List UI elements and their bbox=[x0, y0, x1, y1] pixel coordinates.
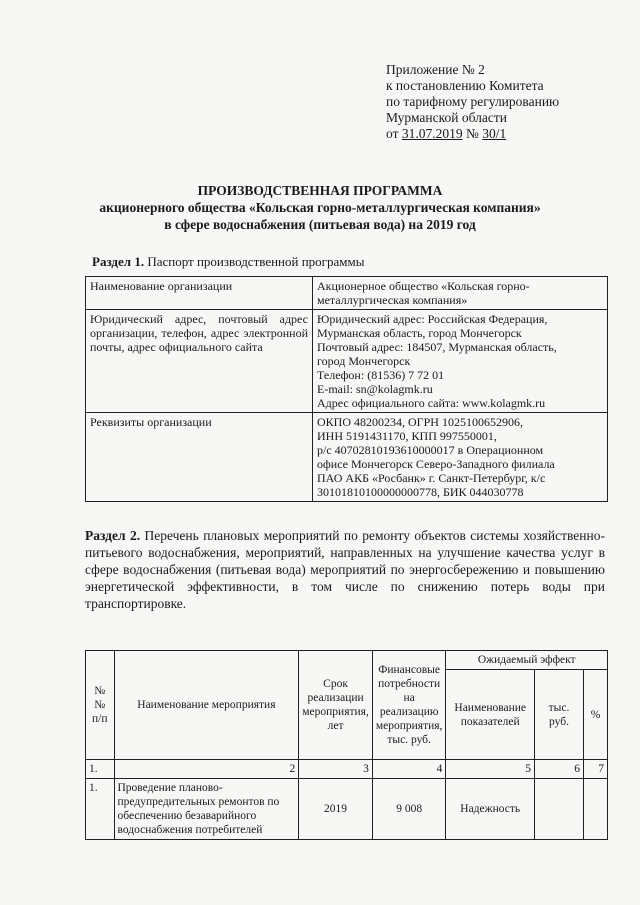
section-2-label: Раздел 2. bbox=[85, 528, 141, 543]
address-label: Юридический адрес, почтовый адрес организации, телефон, адрес электронной почты, адрес официального сайта bbox=[86, 310, 313, 413]
appendix-line-3: по тарифному регулированию bbox=[386, 94, 560, 109]
col-header-indicator: Наименование показателей bbox=[446, 670, 535, 760]
row-term: 2019 bbox=[299, 779, 373, 840]
index-cell: 6 bbox=[535, 760, 584, 779]
requisites-line: ИНН 5191431170, КПП 997550001, bbox=[317, 429, 497, 443]
address-line: E-mail: sn@kolagmk.ru bbox=[317, 382, 433, 396]
requisites-line: ПАО АКБ «Росбанк» г. Санкт-Петербург, к/с bbox=[317, 471, 546, 485]
document-title bbox=[60, 182, 580, 233]
index-cell: 2 bbox=[114, 760, 299, 779]
col-header-name: Наименование мероприятия bbox=[114, 651, 299, 760]
table-row bbox=[86, 779, 608, 840]
col-header-effect: Ожидаемый эффект bbox=[446, 651, 608, 670]
appendix-line-1: Приложение № 2 bbox=[386, 62, 485, 77]
appendix-block bbox=[386, 62, 559, 142]
col-header-finance: Финансовые потребности на реализацию мероприятия, тыс. руб. bbox=[372, 651, 446, 760]
passport-table bbox=[85, 276, 608, 502]
appendix-date-line bbox=[386, 126, 559, 142]
requisites-label: Реквизиты организации bbox=[86, 413, 313, 502]
title-line-2: акционерного общества «Кольская горно-металлургическая компания» bbox=[99, 200, 541, 215]
table-index-row bbox=[86, 760, 608, 779]
section-1-heading bbox=[92, 254, 364, 270]
requisites-line: р/с 40702810193610000017 в Операционном bbox=[317, 443, 544, 457]
address-line: Юридический адрес: Российская Федерация, bbox=[317, 312, 548, 326]
appendix-number-sign: № bbox=[462, 126, 483, 141]
index-cell: 4 bbox=[372, 760, 446, 779]
index-cell: 5 bbox=[446, 760, 535, 779]
row-name: Проведение планово-предупредительных ремонтов по обеспечению безаварийного водоснабжения потребителей bbox=[114, 779, 299, 840]
org-name-line: металлургическая компания» bbox=[317, 293, 468, 307]
requisites-value bbox=[313, 413, 608, 502]
row-finance: 9 008 bbox=[372, 779, 446, 840]
appendix-line-2: к постановлению Комитета bbox=[386, 78, 544, 93]
row-indicator: Надежность bbox=[446, 779, 535, 840]
col-header-num: №№ п/п bbox=[86, 651, 115, 760]
title-line-3: в сфере водоснабжения (питьевая вода) на 2019 год bbox=[164, 217, 476, 232]
table-row bbox=[86, 277, 608, 310]
table-row bbox=[86, 310, 608, 413]
address-line: Адрес официального сайта: www.kolagmk.ru bbox=[317, 396, 546, 410]
index-cell: 1. bbox=[86, 760, 115, 779]
address-line: Мурманская область, город Мончегорск bbox=[317, 326, 522, 340]
col-header-percent: % bbox=[584, 670, 608, 760]
appendix-date-prefix: от bbox=[386, 126, 402, 141]
org-name-line: Акционерное общество «Кольская горно- bbox=[317, 279, 530, 293]
org-name-value bbox=[313, 277, 608, 310]
section-1-label: Раздел 1. bbox=[92, 254, 145, 269]
requisites-line: 30101810100000000778, БИК 044030778 bbox=[317, 485, 524, 499]
section-1-text: Паспорт производственной программы bbox=[144, 254, 365, 269]
index-cell: 7 bbox=[584, 760, 608, 779]
row-thousand bbox=[535, 779, 584, 840]
plan-table bbox=[85, 650, 608, 840]
col-header-term: Срок реализации мероприятия, лет bbox=[299, 651, 373, 760]
requisites-line: ОКПО 48200234, ОГРН 1025100652906, bbox=[317, 415, 523, 429]
table-header-row bbox=[86, 651, 608, 670]
address-line: Почтовый адрес: 184507, Мурманская область, bbox=[317, 340, 557, 354]
org-name-label: Наименование организации bbox=[86, 277, 313, 310]
index-cell: 3 bbox=[299, 760, 373, 779]
title-line-1: ПРОИЗВОДСТВЕННАЯ ПРОГРАММА bbox=[197, 183, 443, 198]
address-value bbox=[313, 310, 608, 413]
col-header-thousand: тыс. руб. bbox=[535, 670, 584, 760]
address-line: город Мончегорск bbox=[317, 354, 411, 368]
row-num: 1. bbox=[86, 779, 115, 840]
appendix-date: 31.07.2019 bbox=[401, 126, 463, 141]
appendix-line-4: Мурманской области bbox=[386, 110, 507, 125]
address-line: Телефон: (81536) 7 72 01 bbox=[317, 368, 445, 382]
row-percent bbox=[584, 779, 608, 840]
section-2-text: Перечень плановых мероприятий по ремонту объектов системы хозяйственно-питьевого водоснабжения, мероприятий, направленных на улучшение качества услуг в сфере водоснабжения (питьевая вода) мероприятий по энергосбережению и повышению энергетической эффективности, в том числе по снижению потерь воды при транспортировке. bbox=[85, 528, 605, 611]
section-2-paragraph bbox=[85, 527, 605, 612]
requisites-line: офисе Мончегорск Северо-Западного филиала bbox=[317, 457, 555, 471]
table-row bbox=[86, 413, 608, 502]
appendix-number: 30/1 bbox=[482, 126, 507, 141]
